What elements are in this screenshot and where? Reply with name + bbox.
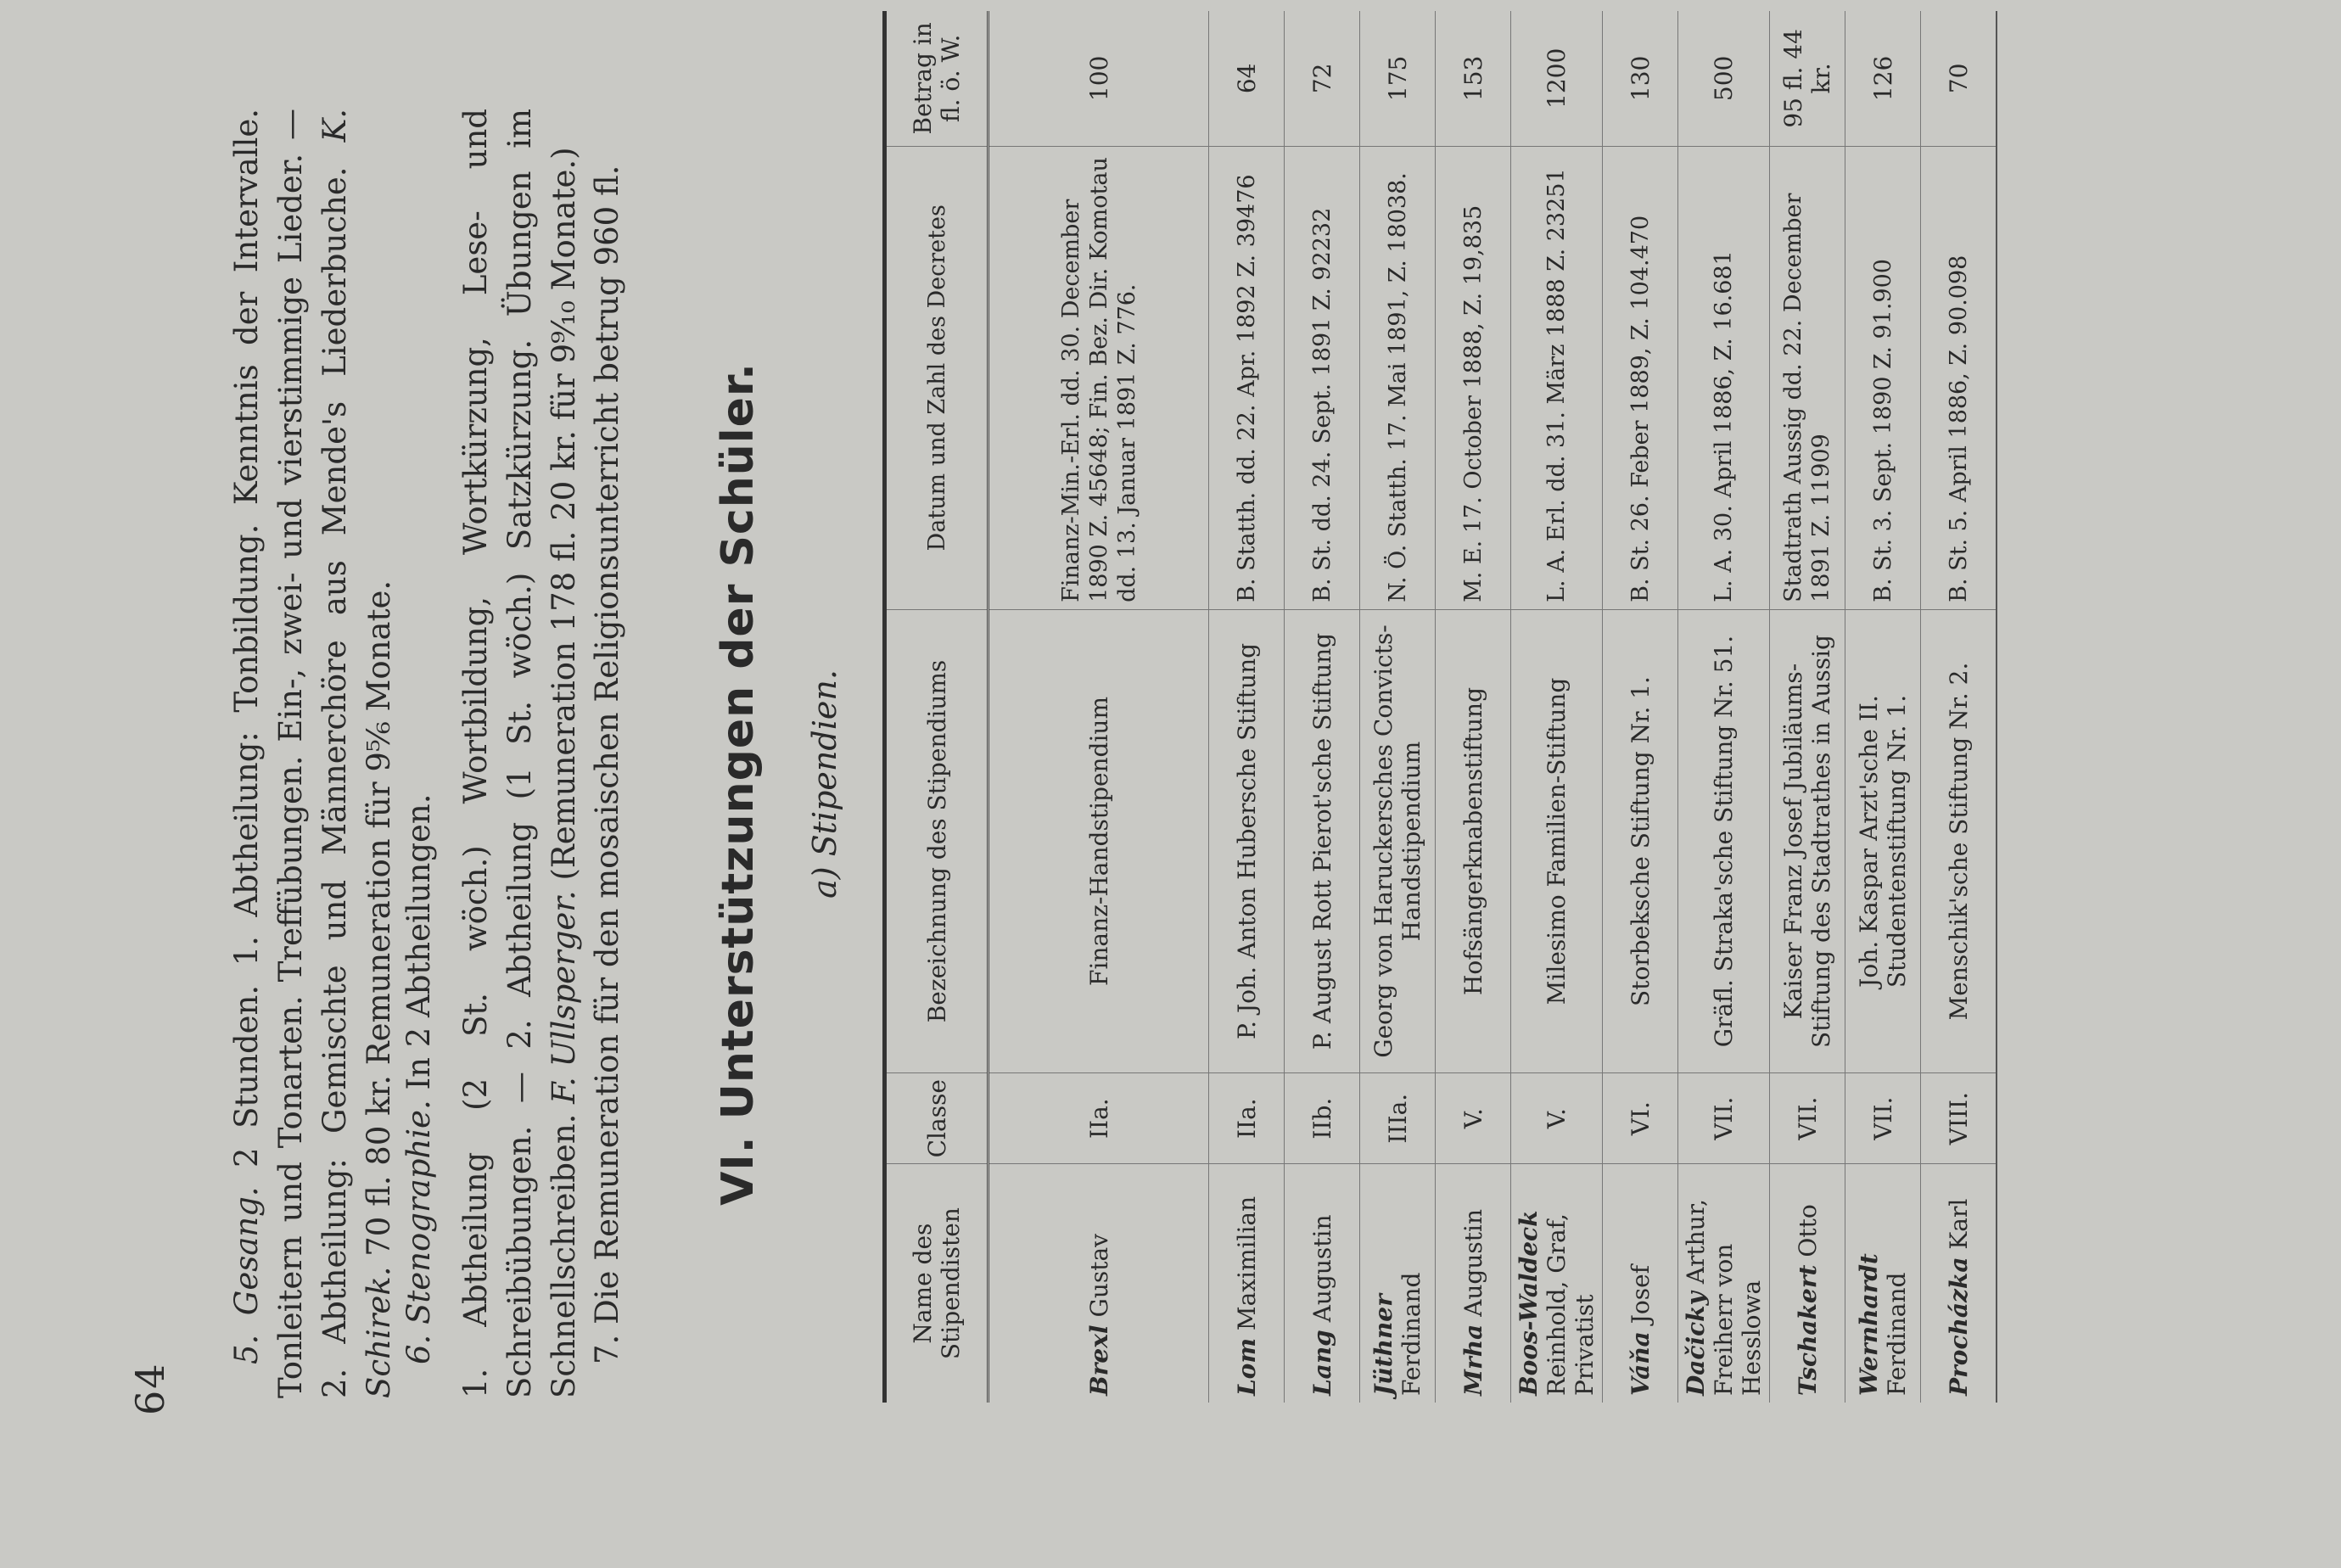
cell-bezeichnung: Gräfl. Straka'sche Stiftung Nr. 51. bbox=[1678, 609, 1770, 1072]
cell-datum: N. Ö. Statth. 17. Mai 1891, Z. 18038. bbox=[1360, 146, 1436, 609]
cell-betrag: 100 bbox=[988, 11, 1209, 146]
cell-name bbox=[1770, 1164, 1845, 1403]
cell-classe: VIII. bbox=[1921, 1073, 1997, 1164]
steno-teacher: F. Ullsperger. bbox=[546, 890, 582, 1104]
surname: Tschakert bbox=[1793, 1264, 1822, 1396]
surname: Procházka bbox=[1944, 1257, 1973, 1396]
cell-classe: VI. bbox=[1603, 1073, 1678, 1164]
given-name: Reinhold, Graf, Privatist bbox=[1543, 1213, 1599, 1396]
cell-classe: VII. bbox=[1678, 1073, 1770, 1164]
cell-bezeichnung: Menschik'sche Stiftung Nr. 2. bbox=[1921, 609, 1997, 1072]
cell-name bbox=[1436, 1164, 1511, 1403]
cell-classe: VII. bbox=[1845, 1073, 1921, 1164]
cell-bezeichnung: P. Joh. Anton Hubersche Stiftung bbox=[1209, 609, 1285, 1072]
cell-bezeichnung: Hofsängerknabenstiftung bbox=[1436, 609, 1511, 1072]
surname: Boos-Waldeck bbox=[1515, 1210, 1543, 1396]
cell-name bbox=[1603, 1164, 1678, 1403]
header-classe: Classe bbox=[885, 1073, 988, 1164]
cell-classe: IIb. bbox=[1285, 1073, 1360, 1164]
given-name: Gustav bbox=[1084, 1233, 1113, 1318]
given-name: Augustin bbox=[1459, 1209, 1487, 1317]
table-row bbox=[1603, 11, 1678, 1403]
cell-classe: IIIa. bbox=[1360, 1073, 1436, 1164]
religion-text: 7. Die Remuneration für den mosaischen Religionsunterricht betrug 960 fl. bbox=[589, 165, 625, 1364]
cell-bezeichnung: Milesimo Familien-Stiftung bbox=[1511, 609, 1603, 1072]
table-header-row bbox=[885, 11, 988, 1403]
cell-datum: B. Statth. dd. 22. Apr. 1892 Z. 39476 bbox=[1209, 146, 1285, 609]
cell-bezeichnung: Finanz-Handstipendium bbox=[988, 609, 1209, 1072]
table-row bbox=[1921, 11, 1997, 1403]
steno-text: 1. Abtheilung (2 St. wöch.) Wortbildung, Wortkürzung, Lese- und Schreibübungen. — 2. Abtheilung (1 St. wöch.) Satzkürzung. Übungen im Schnellschreiben. bbox=[457, 109, 582, 1398]
cell-betrag: 64 bbox=[1209, 11, 1285, 146]
cell-classe: IIa. bbox=[988, 1073, 1209, 1164]
cell-name bbox=[1209, 1164, 1285, 1403]
table-row bbox=[1845, 11, 1921, 1403]
surname: Brexl bbox=[1084, 1324, 1113, 1396]
given-name: Ferdinand bbox=[1883, 1272, 1911, 1396]
cell-datum: L. A. Erl. dd. 31. März 1888 Z. 23251 bbox=[1511, 146, 1603, 609]
cell-betrag: 95 fl. 44 kr. bbox=[1770, 11, 1845, 146]
cell-name bbox=[988, 1164, 1209, 1403]
surname: Váňa bbox=[1626, 1331, 1655, 1396]
paragraph-gesang bbox=[225, 109, 401, 1398]
table-row bbox=[988, 11, 1209, 1403]
given-name: Ferdinand bbox=[1397, 1272, 1425, 1396]
cell-datum: L. A. 30. April 1886, Z. 16.681 bbox=[1678, 146, 1770, 609]
gesang-remuneration: 70 fl. 80 kr. Remuneration für 9⁵⁄₆ Monate. bbox=[361, 580, 397, 1257]
gesang-text: 2 Stunden. 1. Abtheilung: Tonbildung. Kenntnis der Intervalle. Tonleitern und Tonarten. Treffübungen. Ein-, zwei- und vierstimmige Lieder. — 2. Abtheilung: Gemischte und Männerchöre aus Mende's Liederbuche. bbox=[228, 109, 353, 1398]
cell-bezeichnung: Storbeksche Stiftung Nr. 1. bbox=[1603, 609, 1678, 1072]
header-datum: Datum und Zahl des Decretes bbox=[885, 146, 988, 609]
cell-bezeichnung: Georg von Haruckersches Convicts-Handstipendium bbox=[1360, 609, 1436, 1072]
table-row bbox=[1678, 11, 1770, 1403]
paragraph-steno-heading bbox=[397, 109, 441, 1398]
given-name: Augustin bbox=[1308, 1214, 1336, 1323]
page-number: 64 bbox=[127, 1362, 173, 1415]
table-row bbox=[1511, 11, 1603, 1403]
cell-name bbox=[1360, 1164, 1436, 1403]
cell-classe: V. bbox=[1511, 1073, 1603, 1164]
cell-name bbox=[1511, 1164, 1603, 1403]
cell-classe: IIa. bbox=[1209, 1073, 1285, 1164]
cell-bezeichnung: Joh. Kaspar Arzt'sche II. Studentenstiftung Nr. 1. bbox=[1845, 609, 1921, 1072]
cell-bezeichnung: Kaiser Franz Josef Jubiläums-Stiftung des Stadtrathes in Aussig bbox=[1770, 609, 1845, 1072]
cell-datum: B. St. 3. Sept. 1890 Z. 91.900 bbox=[1845, 146, 1921, 609]
table-row bbox=[1285, 11, 1360, 1403]
cell-betrag: 70 bbox=[1921, 11, 1997, 146]
cell-classe: VII. bbox=[1770, 1073, 1845, 1164]
cell-betrag: 153 bbox=[1436, 11, 1511, 146]
cell-betrag: 175 bbox=[1360, 11, 1436, 146]
paragraph-religion bbox=[585, 109, 630, 1398]
cell-name bbox=[1678, 1164, 1770, 1403]
table-row bbox=[1209, 11, 1285, 1403]
cell-datum: M. E. 17. October 1888, Z. 19,835 bbox=[1436, 146, 1511, 609]
table-body bbox=[988, 11, 1997, 1403]
surname: Jüthner bbox=[1369, 1294, 1397, 1396]
given-name: Otto bbox=[1793, 1204, 1822, 1257]
steno-remuneration: (Remuneration 178 fl. 20 kr. für 9⁹⁄₁₀ Monate.) bbox=[546, 147, 582, 881]
given-name: Josef bbox=[1626, 1264, 1655, 1324]
surname: Dačicky bbox=[1682, 1291, 1710, 1396]
cell-betrag: 130 bbox=[1603, 11, 1678, 146]
cell-betrag: 126 bbox=[1845, 11, 1921, 146]
given-name: Arthur, Freiherr von Hesslowa bbox=[1682, 1199, 1766, 1396]
header-betrag: Betrag in fl. ö. W. bbox=[885, 11, 988, 146]
given-name: Maximilian bbox=[1232, 1196, 1261, 1331]
cell-name bbox=[1845, 1164, 1921, 1403]
surname: Wernhardt bbox=[1855, 1253, 1883, 1396]
gesang-label: 5. Gesang. bbox=[228, 1186, 265, 1364]
chapter-heading: VI. Unterstützungen der Schüler. bbox=[713, 362, 764, 1206]
surname: Mrha bbox=[1459, 1324, 1487, 1396]
surname: Lang bbox=[1308, 1330, 1336, 1396]
cell-bezeichnung: P. August Rott Pierot'sche Stiftung bbox=[1285, 609, 1360, 1072]
given-name: Karl bbox=[1944, 1198, 1973, 1250]
surname: Lom bbox=[1232, 1338, 1261, 1396]
stipendien-table bbox=[882, 11, 1997, 1403]
table-row bbox=[1436, 11, 1511, 1403]
steno-heading-text: In 2 Abtheilungen. bbox=[400, 793, 437, 1090]
cell-datum: B. St. 26. Feber 1889, Z. 104.470 bbox=[1603, 146, 1678, 609]
table-row bbox=[1770, 11, 1845, 1403]
cell-betrag: 72 bbox=[1285, 11, 1360, 146]
cell-classe: V. bbox=[1436, 1073, 1511, 1164]
cell-betrag: 500 bbox=[1678, 11, 1770, 146]
cell-datum: B. St. 5. April 1886, Z. 90.098 bbox=[1921, 146, 1997, 609]
subheading-stipendien: a) Stipendien. bbox=[806, 669, 843, 899]
header-bezeichnung: Bezeichnung des Stipendiums bbox=[885, 609, 988, 1072]
cell-datum: Finanz-Min.-Erl. dd. 30. December 1890 Z. 45648; Fin. Bez. Dir. Komotau dd. 13. Januar 1891 Z. 776. bbox=[988, 146, 1209, 609]
header-name: Name des Stipendisten bbox=[885, 1164, 988, 1403]
steno-label: 6. Stenographie. bbox=[400, 1100, 437, 1364]
paragraph-stenographie bbox=[454, 109, 586, 1398]
cell-betrag: 1200 bbox=[1511, 11, 1603, 146]
table-row bbox=[1360, 11, 1436, 1403]
cell-name bbox=[1921, 1164, 1997, 1403]
cell-name bbox=[1285, 1164, 1360, 1403]
cell-datum: Stadtrath Aussig dd. 22. December 1891 Z. 11909 bbox=[1770, 146, 1845, 609]
gesang-teacher: K. Schirek. bbox=[316, 108, 397, 1398]
cell-datum: B. St. dd. 24. Sept. 1891 Z. 92232 bbox=[1285, 146, 1360, 609]
